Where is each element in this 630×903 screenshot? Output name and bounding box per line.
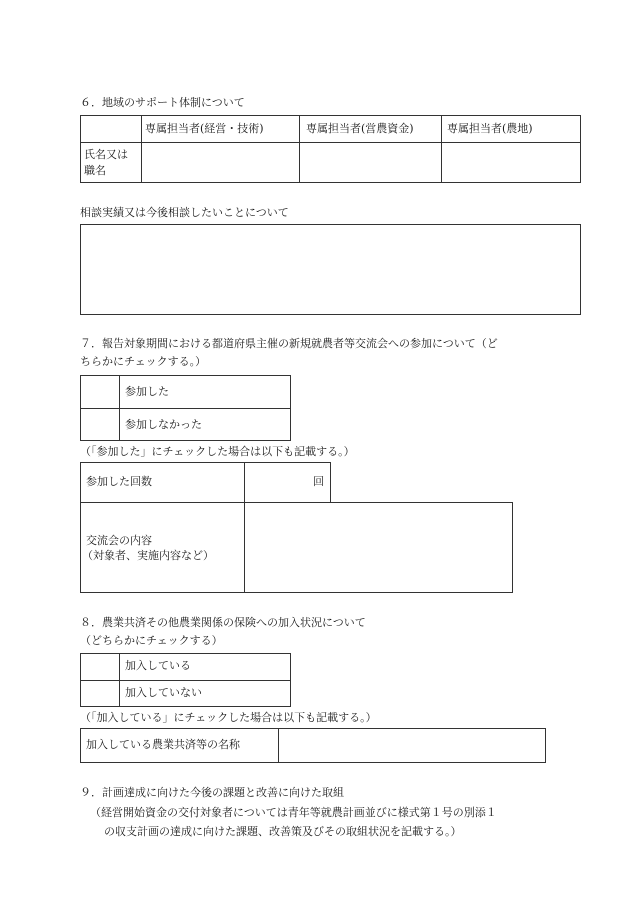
- consult-label: 相談実績又は今後相談したいことについて: [80, 206, 289, 219]
- support-col-management: 専属担当者(経営・技術): [145, 122, 264, 135]
- insurance-name-label: 加入している農業共済等の名称: [86, 738, 240, 751]
- section9-note-line1: （経営開始資金の交付対象者については青年等就農計画並びに様式第１号の別添１: [90, 806, 497, 819]
- support-col-funding: 専属担当者(営農資金): [306, 122, 414, 135]
- content-input[interactable]: [245, 503, 512, 592]
- section7-heading-line2: ちらかにチェックする。）: [80, 355, 207, 368]
- insured-label: 加入している: [125, 659, 191, 672]
- not-participated-label: 参加しなかった: [125, 418, 202, 431]
- row-label-title: 職名: [84, 164, 106, 177]
- count-label: 参加した回数: [86, 475, 152, 488]
- section8-heading: ８．農業共済その他農業関係の保険への加入状況について: [80, 616, 366, 629]
- insurance-name-input[interactable]: [279, 729, 545, 762]
- content-label: 交流会の内容: [86, 534, 152, 547]
- not-insured-checkbox[interactable]: [81, 681, 119, 706]
- participated-label: 参加した: [125, 385, 169, 398]
- name-cell-farmland[interactable]: [442, 143, 580, 182]
- section9-heading: ９．計画達成に向けた今後の課題と改善に向けた取組: [80, 786, 344, 799]
- participated-checkbox[interactable]: [81, 376, 119, 408]
- insured-checkbox[interactable]: [81, 654, 119, 680]
- section7-heading-line1: ７．報告対象期間における都道府県主催の新規就農者等交流会への参加について（ど: [80, 337, 498, 350]
- support-col-farmland: 専属担当者(農地): [447, 122, 533, 135]
- name-cell-management[interactable]: [142, 143, 299, 182]
- section6-heading: ６．地域のサポート体制について: [80, 96, 245, 109]
- participation-note: （「参加した」にチェックした場合は以下も記載する。）: [80, 445, 355, 458]
- count-unit: 回: [313, 475, 324, 488]
- row-label-name: 氏名又は: [84, 148, 128, 161]
- section9-note-line2: の収支計画の達成に向けた課題、改善策及びその取組状況を記載する。）: [104, 825, 462, 838]
- name-cell-funding[interactable]: [300, 143, 441, 182]
- content-label-sub: （対象者、実施内容など）: [82, 549, 214, 562]
- not-insured-label: 加入していない: [125, 686, 202, 699]
- consult-text-area[interactable]: [80, 224, 581, 315]
- not-participated-checkbox[interactable]: [81, 409, 119, 440]
- insurance-note: （「加入している」にチェックした場合は以下も記載する。）: [80, 711, 377, 724]
- section8-sub: （どちらかにチェックする）: [80, 634, 223, 647]
